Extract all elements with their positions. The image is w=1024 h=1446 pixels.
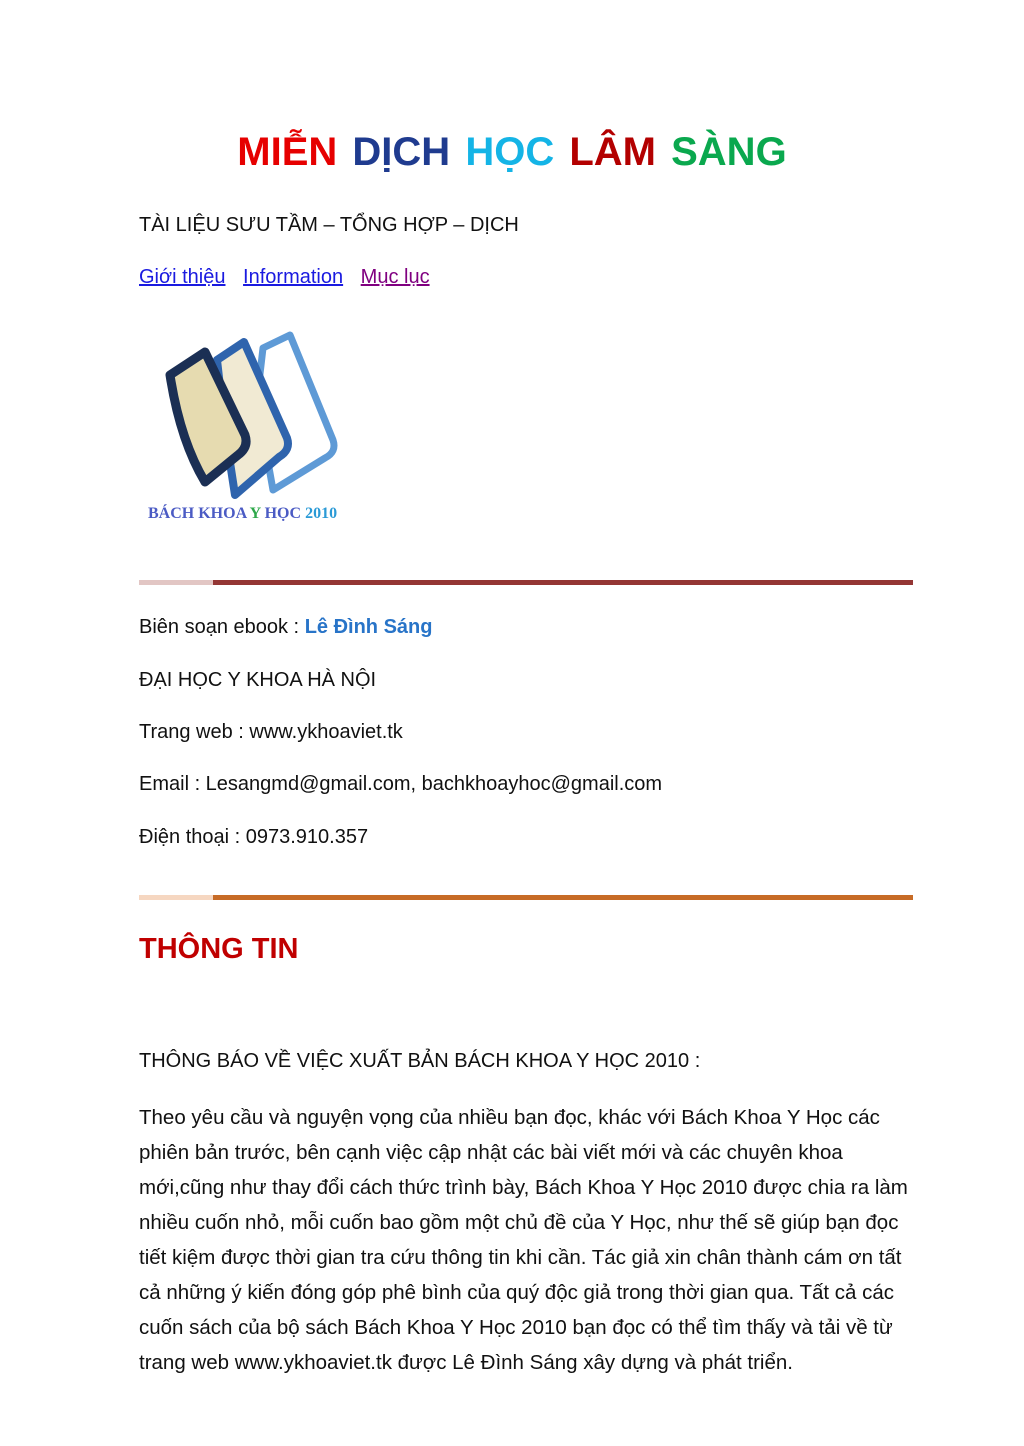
logo-caption	[148, 505, 337, 523]
logo-text-part3: HỌC	[264, 505, 302, 522]
divider-top	[139, 580, 913, 585]
phone-line: Điện thoại : 0973.910.357	[139, 826, 369, 848]
logo-text-part4: 2010	[305, 505, 338, 522]
divider-top-light	[139, 580, 213, 585]
school-line: ĐẠI HỌC Y KHOA HÀ NỘI	[139, 669, 377, 691]
title-word-1: MIỄN	[237, 130, 338, 174]
divider-bottom	[139, 895, 913, 900]
title-word-5: SÀNG	[671, 130, 787, 174]
divider-top-dark	[213, 580, 913, 585]
compiler-line	[139, 616, 432, 639]
page-title	[0, 130, 1024, 175]
logo-text-part1: BÁCH KHOA	[148, 505, 247, 522]
book-logo-icon	[145, 330, 365, 530]
compiler-label: Biên soạn ebook :	[139, 616, 305, 638]
divider-bottom-light	[139, 895, 213, 900]
email-line: Email : Lesangmd@gmail.com, bachkhoayhoc@gmail.com	[139, 773, 663, 795]
document-subtitle: TÀI LIỆU SƯU TẦM – TỔNG HỢP – DỊCH	[139, 214, 519, 236]
section-heading: THÔNG TIN	[139, 933, 299, 965]
nav-links	[139, 266, 442, 289]
title-word-3: HỌC	[465, 130, 555, 174]
website-line: Trang web : www.ykhoaviet.tk	[139, 721, 403, 743]
title-word-2: DỊCH	[352, 130, 451, 174]
link-intro[interactable]: Giới thiệu	[139, 266, 226, 288]
notice-paragraph: Theo yêu cầu và nguyện vọng của nhiều bạn đọc, khác với Bách Khoa Y Học các phiên bản trước, bên cạnh việc cập nhật các bài viết mới và các chuyên khoa mới,cũng như thay đổi cách thức trình bày, Bách Khoa Y Học 2010 được chia ra làm nhiều cuốn nhỏ, mỗi cuốn bao gồm một chủ đề của Y Học, như thế sẽ giúp bạn đọc tiết kiệm được thời gian tra cứu thông tin khi cần. Tác giả xin chân thành cám ơn tất cả những ý kiến đóng góp phê bình của quý độc giả trong thời gian qua. Tất cả các cuốn sách của bộ sách Bách Khoa Y Học 2010 bạn đọc có thể tìm thấy và tải về từ trang web www.ykhoaviet.tk được Lê Đình Sáng xây dựng và phát triển.	[139, 1106, 908, 1374]
notice-title: THÔNG BÁO VỀ VIỆC XUẤT BẢN BÁCH KHOA Y HỌC 2010 :	[139, 1050, 701, 1072]
link-contents[interactable]: Mục lục	[360, 266, 430, 288]
compiler-name: Lê Đình Sáng	[304, 616, 433, 638]
link-information[interactable]: Information	[243, 266, 344, 288]
divider-bottom-dark	[213, 895, 913, 900]
logo-text-part2: Y	[249, 505, 261, 522]
title-word-4: LÂM	[569, 130, 656, 174]
